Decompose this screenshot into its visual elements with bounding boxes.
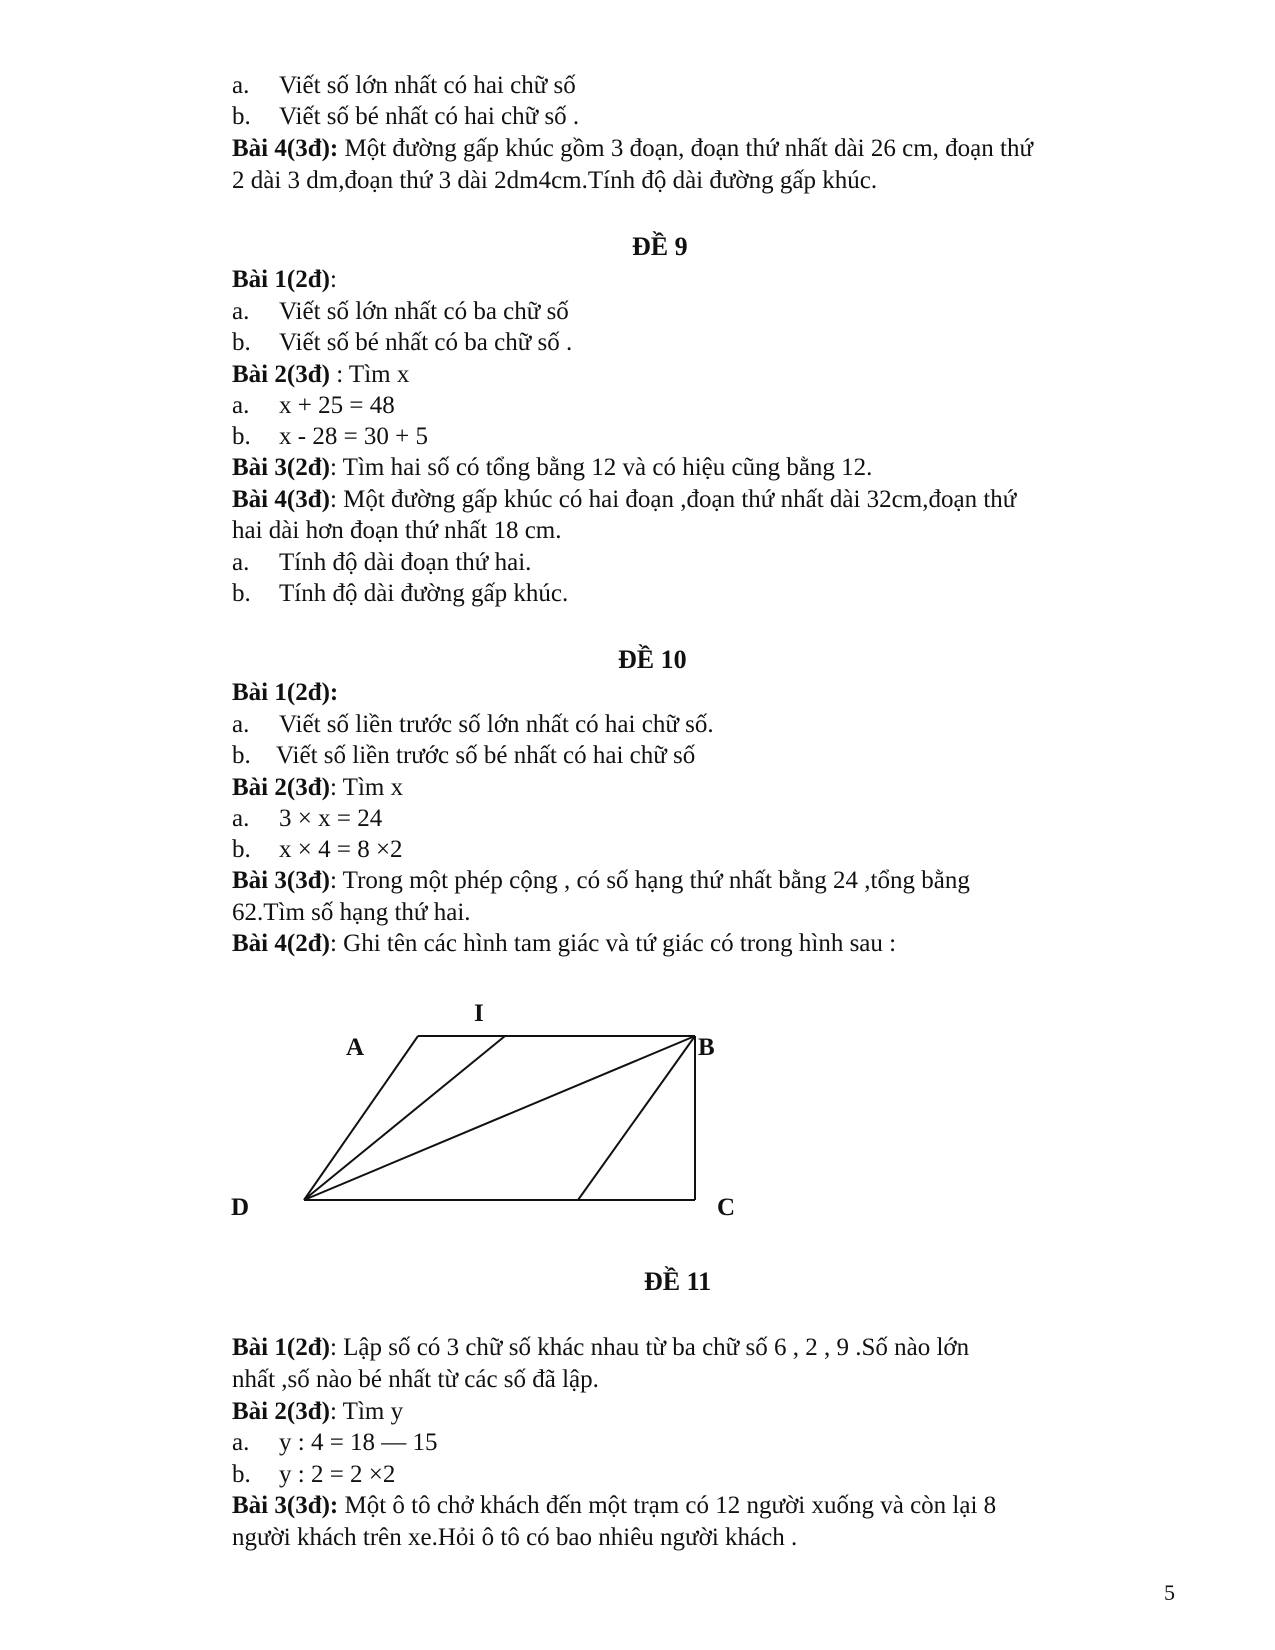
exercise-line: Bài 4(3đ): Một đường gấp khúc gồm 3 đoạn, đoạn thứ nhất dài 26 cm, đoạn thứ (232, 135, 1033, 162)
list-item: a. x + 25 = 48 (232, 392, 395, 419)
list-item: b. Viết số bé nhất có ba chữ số . (232, 329, 573, 356)
exercise-line: Bài 1(2đ): (232, 266, 337, 293)
list-item: a. Viết số lớn nhất có ba chữ số (232, 298, 569, 325)
exercise-label: Bài 2(3đ) (232, 361, 330, 388)
page-number: 5 (1164, 1580, 1175, 1605)
segment-di (304, 1036, 505, 1200)
list-item: a. Viết số liền trước số lớn nhất có hai chữ số. (232, 711, 714, 738)
exercise-line: Bài 3(3đ): Trong một phép cộng , có số hạng thứ nhất bằng 24 ,tổng bằng (232, 867, 970, 894)
point-label-b: B (698, 1034, 715, 1061)
exercise-label: Bài 4(2đ) (232, 930, 330, 957)
point-label-i: I (474, 1000, 484, 1027)
exercise-label: Bài 2(3đ) (232, 1398, 330, 1425)
exercise-line: Bài 3(3đ): Một ô tô chở khách đến một trạm có 12 người xuống và còn lại 8 (232, 1492, 997, 1519)
exercise-label: Bài 2(3đ) (232, 774, 330, 801)
exercise-line: Bài 2(3đ) : Tìm x (232, 361, 410, 388)
exercise-label: Bài 4(3đ): (232, 135, 339, 162)
exercise-line: nhất ,số nào bé nhất từ các số đã lập. (232, 1366, 599, 1393)
section-title: ĐỀ 10 (618, 645, 687, 674)
point-label-a: A (346, 1034, 365, 1061)
exercise-line: Bài 4(2đ): Ghi tên các hình tam giác và tứ giác có trong hình sau : (232, 930, 897, 957)
exercise-line: 2 dài 3 dm,đoạn thứ 3 dài 2dm4cm.Tính độ dài đường gấp khúc. (232, 167, 878, 194)
exercise-line: Bài 2(3đ): Tìm x (232, 774, 404, 801)
list-item: b. x × 4 = 8 ×2 (232, 836, 403, 863)
list-item: b. Viết số liền trước số bé nhất có hai chữ số (232, 742, 696, 769)
list-item: b. Tính độ dài đường gấp khúc. (232, 580, 569, 607)
exercise-label: Bài 4(3đ) (232, 486, 330, 513)
exercise-label: Bài 1(2đ) (232, 1334, 330, 1361)
exercise-line: Bài 1(2đ): Lập số có 3 chữ số khác nhau từ ba chữ số 6 , 2 , 9 .Số nào lớn (232, 1334, 970, 1361)
list-item: b. y : 2 = 2 ×2 (232, 1461, 396, 1488)
exercise-line: Bài 3(2đ): Tìm hai số có tổng bằng 12 và có hiệu cũng bằng 12. (232, 454, 873, 481)
exercise-line: Bài 4(3đ): Một đường gấp khúc có hai đoạn ,đoạn thứ nhất dài 32cm,đoạn thứ (232, 486, 1017, 513)
section-title: ĐỀ 9 (632, 232, 688, 261)
list-item: a. Viết số lớn nhất có hai chữ số (232, 72, 576, 99)
exercise-label: Bài 3(2đ) (232, 454, 330, 481)
section-title: ĐỀ 11 (644, 1267, 712, 1296)
list-item: a. 3 × x = 24 (232, 805, 383, 832)
exercise-label: Bài 1(2đ): (232, 679, 339, 706)
list-item: a. y : 4 = 18 — 15 (232, 1429, 438, 1456)
point-label-c: C (717, 1194, 736, 1221)
exercise-line: Bài 2(3đ): Tìm y (232, 1398, 404, 1425)
list-item: b. Viết số bé nhất có hai chữ số . (232, 103, 580, 130)
exercise-line: người khách trên xe.Hỏi ô tô có bao nhiêu người khách . (232, 1524, 798, 1551)
exercise-label: Bài 3(3đ): (232, 1492, 339, 1519)
list-item: a. Tính độ dài đoạn thứ hai. (232, 549, 532, 576)
exercise-line: 62.Tìm số hạng thứ hai. (232, 899, 471, 926)
exercise-line: hai dài hơn đoạn thứ nhất 18 cm. (232, 517, 562, 544)
list-item: b. x - 28 = 30 + 5 (232, 423, 429, 450)
exercise-label: Bài 1(2đ) (232, 266, 330, 293)
point-label-d: D (231, 1194, 250, 1221)
exercise-label: Bài 3(3đ) (232, 867, 330, 894)
